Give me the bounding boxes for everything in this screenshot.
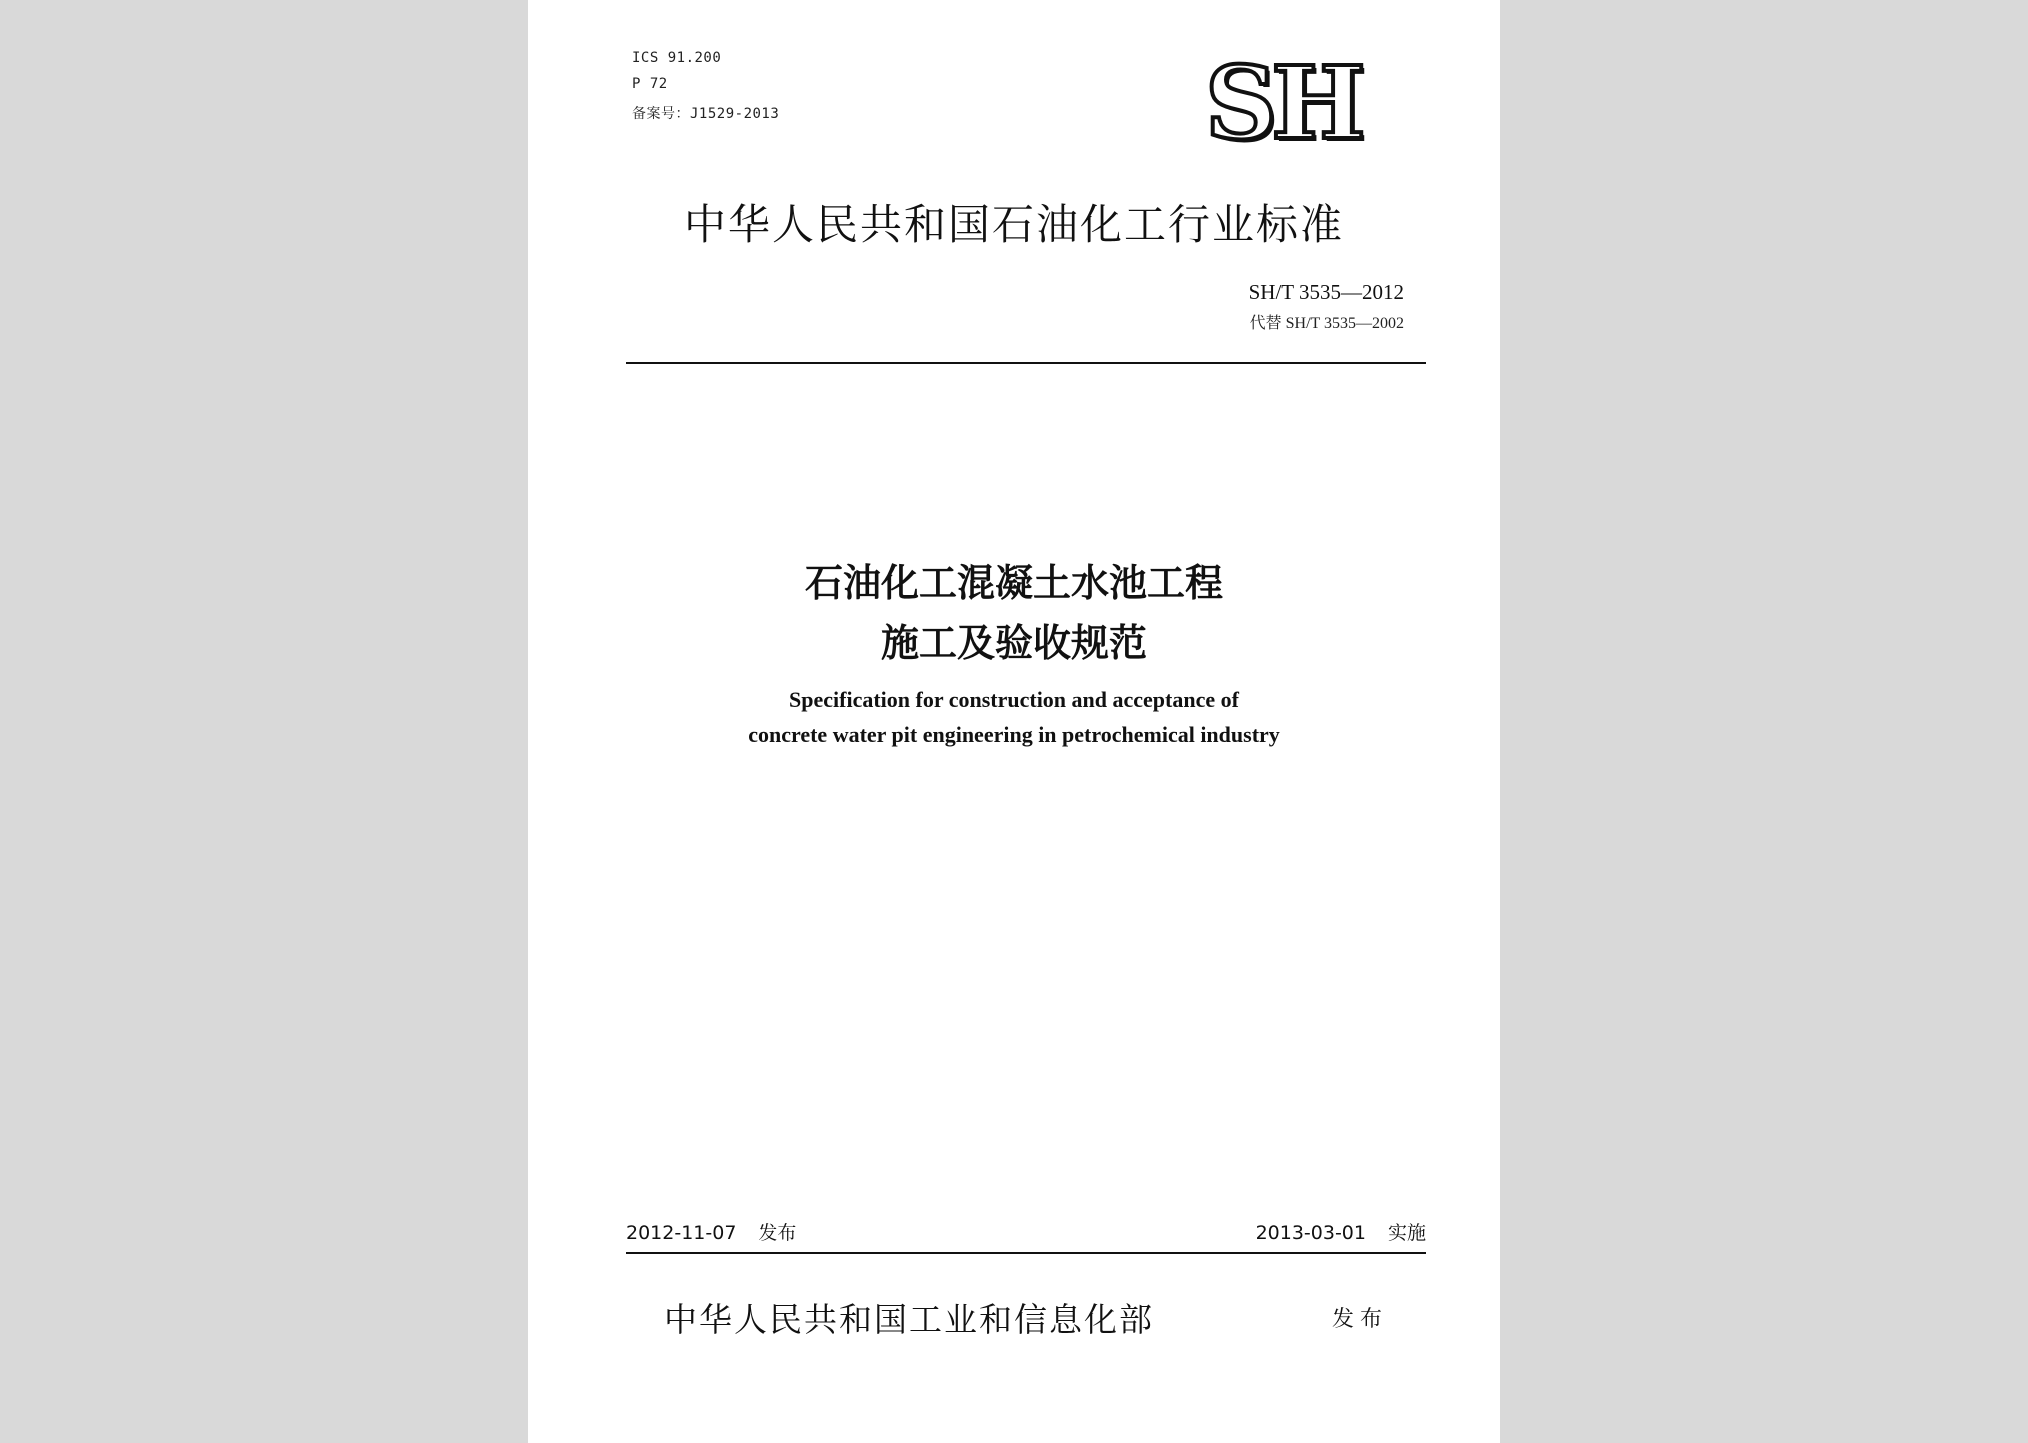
standard-code: SH/T 3535—2012 bbox=[1248, 280, 1404, 304]
publish-date-line bbox=[626, 1218, 796, 1245]
effective-date: 2013-03-01 bbox=[1255, 1222, 1366, 1244]
ics-number: ICS 91.200 bbox=[632, 50, 722, 66]
top-divider bbox=[626, 362, 1426, 364]
title-chinese-line-1: 石油化工混凝土水池工程 bbox=[804, 561, 1223, 605]
issuing-authority: 中华人民共和国工业和信息化部 bbox=[664, 1300, 1154, 1339]
effective-label: 实施 bbox=[1387, 1222, 1426, 1244]
effective-date-line bbox=[1256, 1218, 1426, 1245]
title-english-line-2: concrete water pit engineering in petrochemical industry bbox=[748, 722, 1280, 747]
record-number: 备案号：J1529-2013 bbox=[632, 106, 780, 122]
title-english-line-1: Specification for construction and acceptance of bbox=[789, 687, 1239, 712]
bottom-divider bbox=[626, 1252, 1426, 1254]
replaces-code: 代替 SH/T 3535—2002 bbox=[1249, 315, 1404, 332]
document-page bbox=[528, 0, 1500, 1443]
publish-label: 发布 bbox=[758, 1222, 797, 1244]
issuer-publish-label: 发布 bbox=[1332, 1307, 1389, 1332]
category-code: P 72 bbox=[632, 76, 668, 92]
publish-date: 2012-11-07 bbox=[626, 1222, 737, 1244]
sh-logo: SH bbox=[1205, 44, 1360, 162]
title-chinese-line-2: 施工及验收规范 bbox=[880, 621, 1147, 665]
industry-standard-title: 中华人民共和国石油化工行业标准 bbox=[683, 200, 1344, 249]
